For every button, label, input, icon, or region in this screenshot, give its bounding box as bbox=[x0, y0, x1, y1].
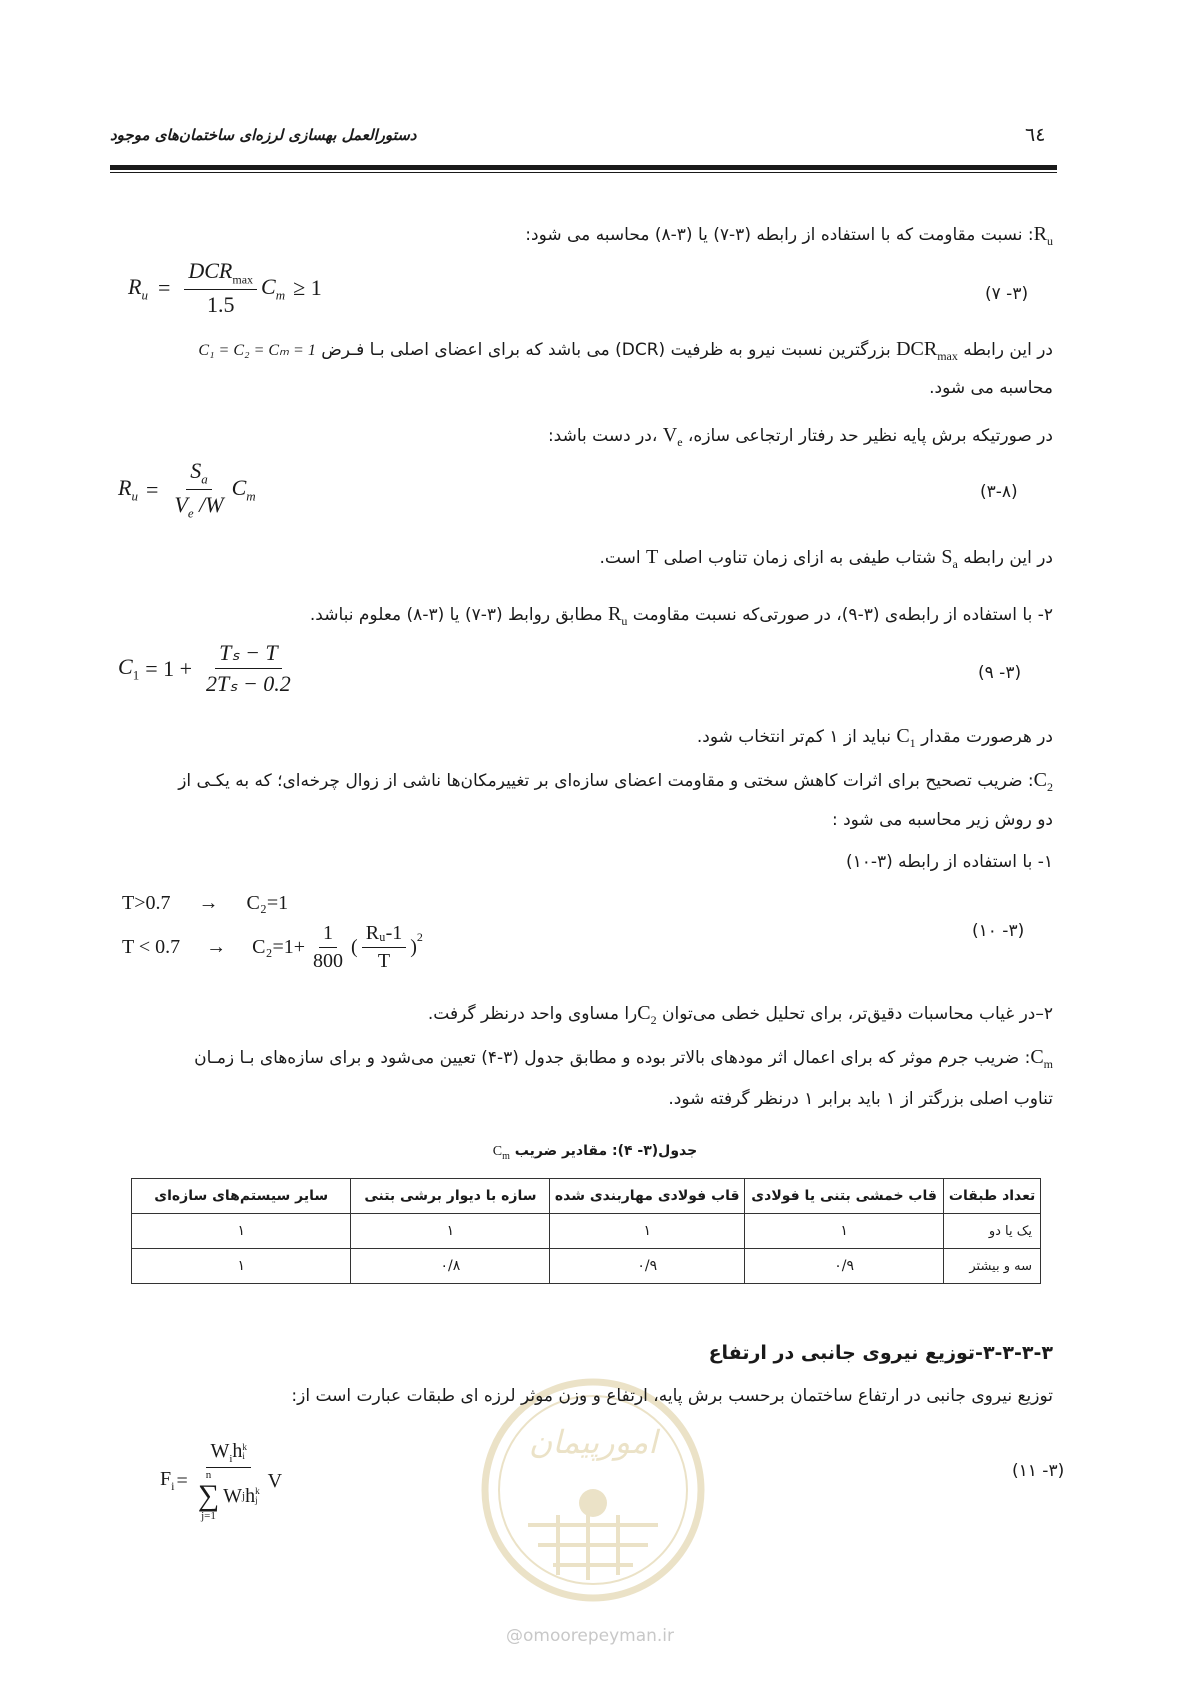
equation-3-10-line1: T>0.7 → C₂=1 bbox=[122, 892, 289, 914]
table-cell: ۱ bbox=[132, 1249, 351, 1284]
ve-paragraph: در صورتیکه برش پایه نظیر حد رفتار ارتجاعی سازه، $V_e$ ،در دست باشد: bbox=[547, 424, 1053, 449]
svg-text:امورپیمان: امورپیمان bbox=[528, 1423, 658, 1461]
table-cell: ۱ bbox=[351, 1214, 550, 1249]
table-cell: ۱ bbox=[550, 1214, 745, 1249]
eq10-fraction-1: $\frac{1}{800}$ bbox=[313, 922, 344, 972]
eq9-number: (۳- ۹) bbox=[978, 663, 1022, 683]
item-1-paragraph: ۱- با استفاده از رابطه (۳-۱۰) bbox=[845, 852, 1053, 872]
running-header-title: دستورالعمل بهسازی لرزه‌ای ساختمان‌های موجود bbox=[110, 126, 417, 144]
table-header-cell: تعداد طبقات bbox=[944, 1179, 1041, 1214]
table-cell: ۰/۹ bbox=[550, 1249, 745, 1284]
eq8-number: (۳-۸) bbox=[980, 482, 1018, 502]
eq7-fraction: $\frac{DCR_{max}}{1.5}$ bbox=[184, 258, 257, 318]
eq10-number: (۳- ۱۰) bbox=[972, 921, 1025, 941]
table-cell: یک یا دو bbox=[944, 1214, 1041, 1249]
eq11-fraction: $W_ih$ k i n ∑ j=1 W j h k j bbox=[197, 1440, 260, 1522]
cm-definition-line2: تناوب اصلی بزرگتر از ۱ باید برابر ۱ درنظر گرفته شود. bbox=[668, 1089, 1053, 1109]
table-cell: ۱ bbox=[132, 1214, 351, 1249]
section-intro: توزیع نیروی جانبی در ارتفاع ساختمان برحسب برش پایه، ارتفاع و وزن موثر لرزه ای طبقات عبارت است از: bbox=[291, 1386, 1053, 1406]
page-number: ٦٤ bbox=[1025, 124, 1046, 146]
watermark-url: @omoorepeyman.ir bbox=[505, 1626, 675, 1646]
table-header-cell: سایر سیستم‌های سازه‌ای bbox=[132, 1179, 351, 1214]
equation-3-9: $C_1$ = 1 + $\frac{\text{Tₛ − T}}{\text{2Tₛ − 0.2}}$ bbox=[118, 640, 299, 697]
header-rule-thick bbox=[110, 165, 1057, 170]
equation-3-7: $R_u$ = $\frac{DCR_{max}}{1.5}$ $C_m$ ≥ 1 bbox=[128, 258, 322, 318]
item-2-paragraph: ۲- با استفاده از رابطه‌ی (۳-۹)، در صورتی‌که نسبت مقاومت $R_u$ مطابق روابط (۳-۷) یا (۳-۸) معلوم نباشد. bbox=[309, 603, 1053, 628]
ru-definition: $R_u$: نسبت مقاومت که با استفاده از رابطه (۳-۷) یا (۳-۸) محاسبه می شود: bbox=[525, 223, 1053, 248]
ru-symbol: $R_u$ bbox=[1033, 223, 1053, 248]
cm-definition: $C_m$: ضریب جرم موثر که برای اعمال اثر مودهای بالاتر بوده و مطابق جدول (۳-۴) تعیین می‌شود و برای سازه‌های بـا زمـان bbox=[194, 1046, 1053, 1071]
eq10-fraction-2: $\frac{\text{Rᵤ-1}}{T}$ bbox=[362, 922, 407, 973]
eq7-lhs: $R_u$ bbox=[128, 273, 148, 302]
eq9-fraction: $\frac{\text{Tₛ − T}}{\text{2Tₛ − 0.2}}$ bbox=[206, 640, 291, 696]
c2-definition: $C_2$: ضریب تصحیح برای اثرات کاهش سختی و مقاومت اعضای سازه‌ای بر تغییرمکان‌ها ناشی از زوال چرخه‌ای؛ که به یکـی از bbox=[178, 769, 1053, 794]
equation-3-8: $R_u$ = $\frac{S_a}{V_e /W}$ $C_m$ bbox=[118, 458, 256, 521]
table-header-cell: قاب خمشی بتنی یا فولادی bbox=[745, 1179, 944, 1214]
table-header-row bbox=[132, 1179, 1041, 1214]
table-row bbox=[132, 1249, 1041, 1284]
cm-coefficient-table bbox=[131, 1178, 1041, 1284]
sa-paragraph: در این رابطه $S_a$ شتاب طیفی به ازای زمان تناوب اصلی T است. bbox=[599, 546, 1053, 571]
table-cell: ۰/۹ bbox=[745, 1249, 944, 1284]
dcr-paragraph: در این رابطه $DCR_{max}$ بزرگترین نسبت نیرو به ظرفیت (DCR) می باشد که برای اعضای اصلی بـا فـرض C₁ = C₂ = Cₘ = 1 bbox=[198, 338, 1053, 363]
eq11-number: (۳- ۱۱) bbox=[1012, 1461, 1065, 1481]
table-row bbox=[132, 1214, 1041, 1249]
equation-3-10-line2: T < 0.7 → C₂=1+ $\frac{1}{800}$ ( $\frac{\text{Rᵤ-1}}{T}$ ) $^2$ bbox=[122, 922, 423, 972]
section-heading: ۳-۳-۳-۳-توزیع نیروی جانبی در ارتفاع bbox=[708, 1342, 1053, 1364]
table-cell: ۱ bbox=[745, 1214, 944, 1249]
header-rule-thin bbox=[110, 172, 1057, 173]
table-header-cell: قاب فولادی مهاربندی شده bbox=[550, 1179, 745, 1214]
table-header-cell: سازه با دیوار برشی بتنی bbox=[351, 1179, 550, 1214]
table-cell: سه و بیشتر bbox=[944, 1249, 1041, 1284]
dcr-paragraph-line2: محاسبه می شود. bbox=[929, 378, 1053, 398]
table-cell: ۰/۸ bbox=[351, 1249, 550, 1284]
c1-paragraph: در هرصورت مقدار $C_1$ نباید از ۱ کم‌تر انتخاب شود. bbox=[696, 725, 1053, 750]
watermark-logo bbox=[478, 1375, 708, 1605]
equation-3-11: $F_i$ = $W_ih$ k i n ∑ j=1 W j h k j V bbox=[160, 1440, 283, 1522]
table-caption: جدول(۳- ۴): مقادیر ضریب $C_m$ bbox=[492, 1143, 698, 1162]
eq8-fraction: $\frac{S_a}{V_e /W}$ bbox=[174, 458, 224, 521]
eq7-number: (۳- ۷) bbox=[985, 284, 1029, 304]
c2-definition-line2: دو روش زیر محاسبه می شود : bbox=[831, 810, 1053, 830]
item-2b-paragraph: ۲–در غیاب محاسبات دقیق‌تر، برای تحلیل خطی می‌توان $C_2را$ مساوی واحد درنظر گرفت. bbox=[427, 1002, 1053, 1027]
